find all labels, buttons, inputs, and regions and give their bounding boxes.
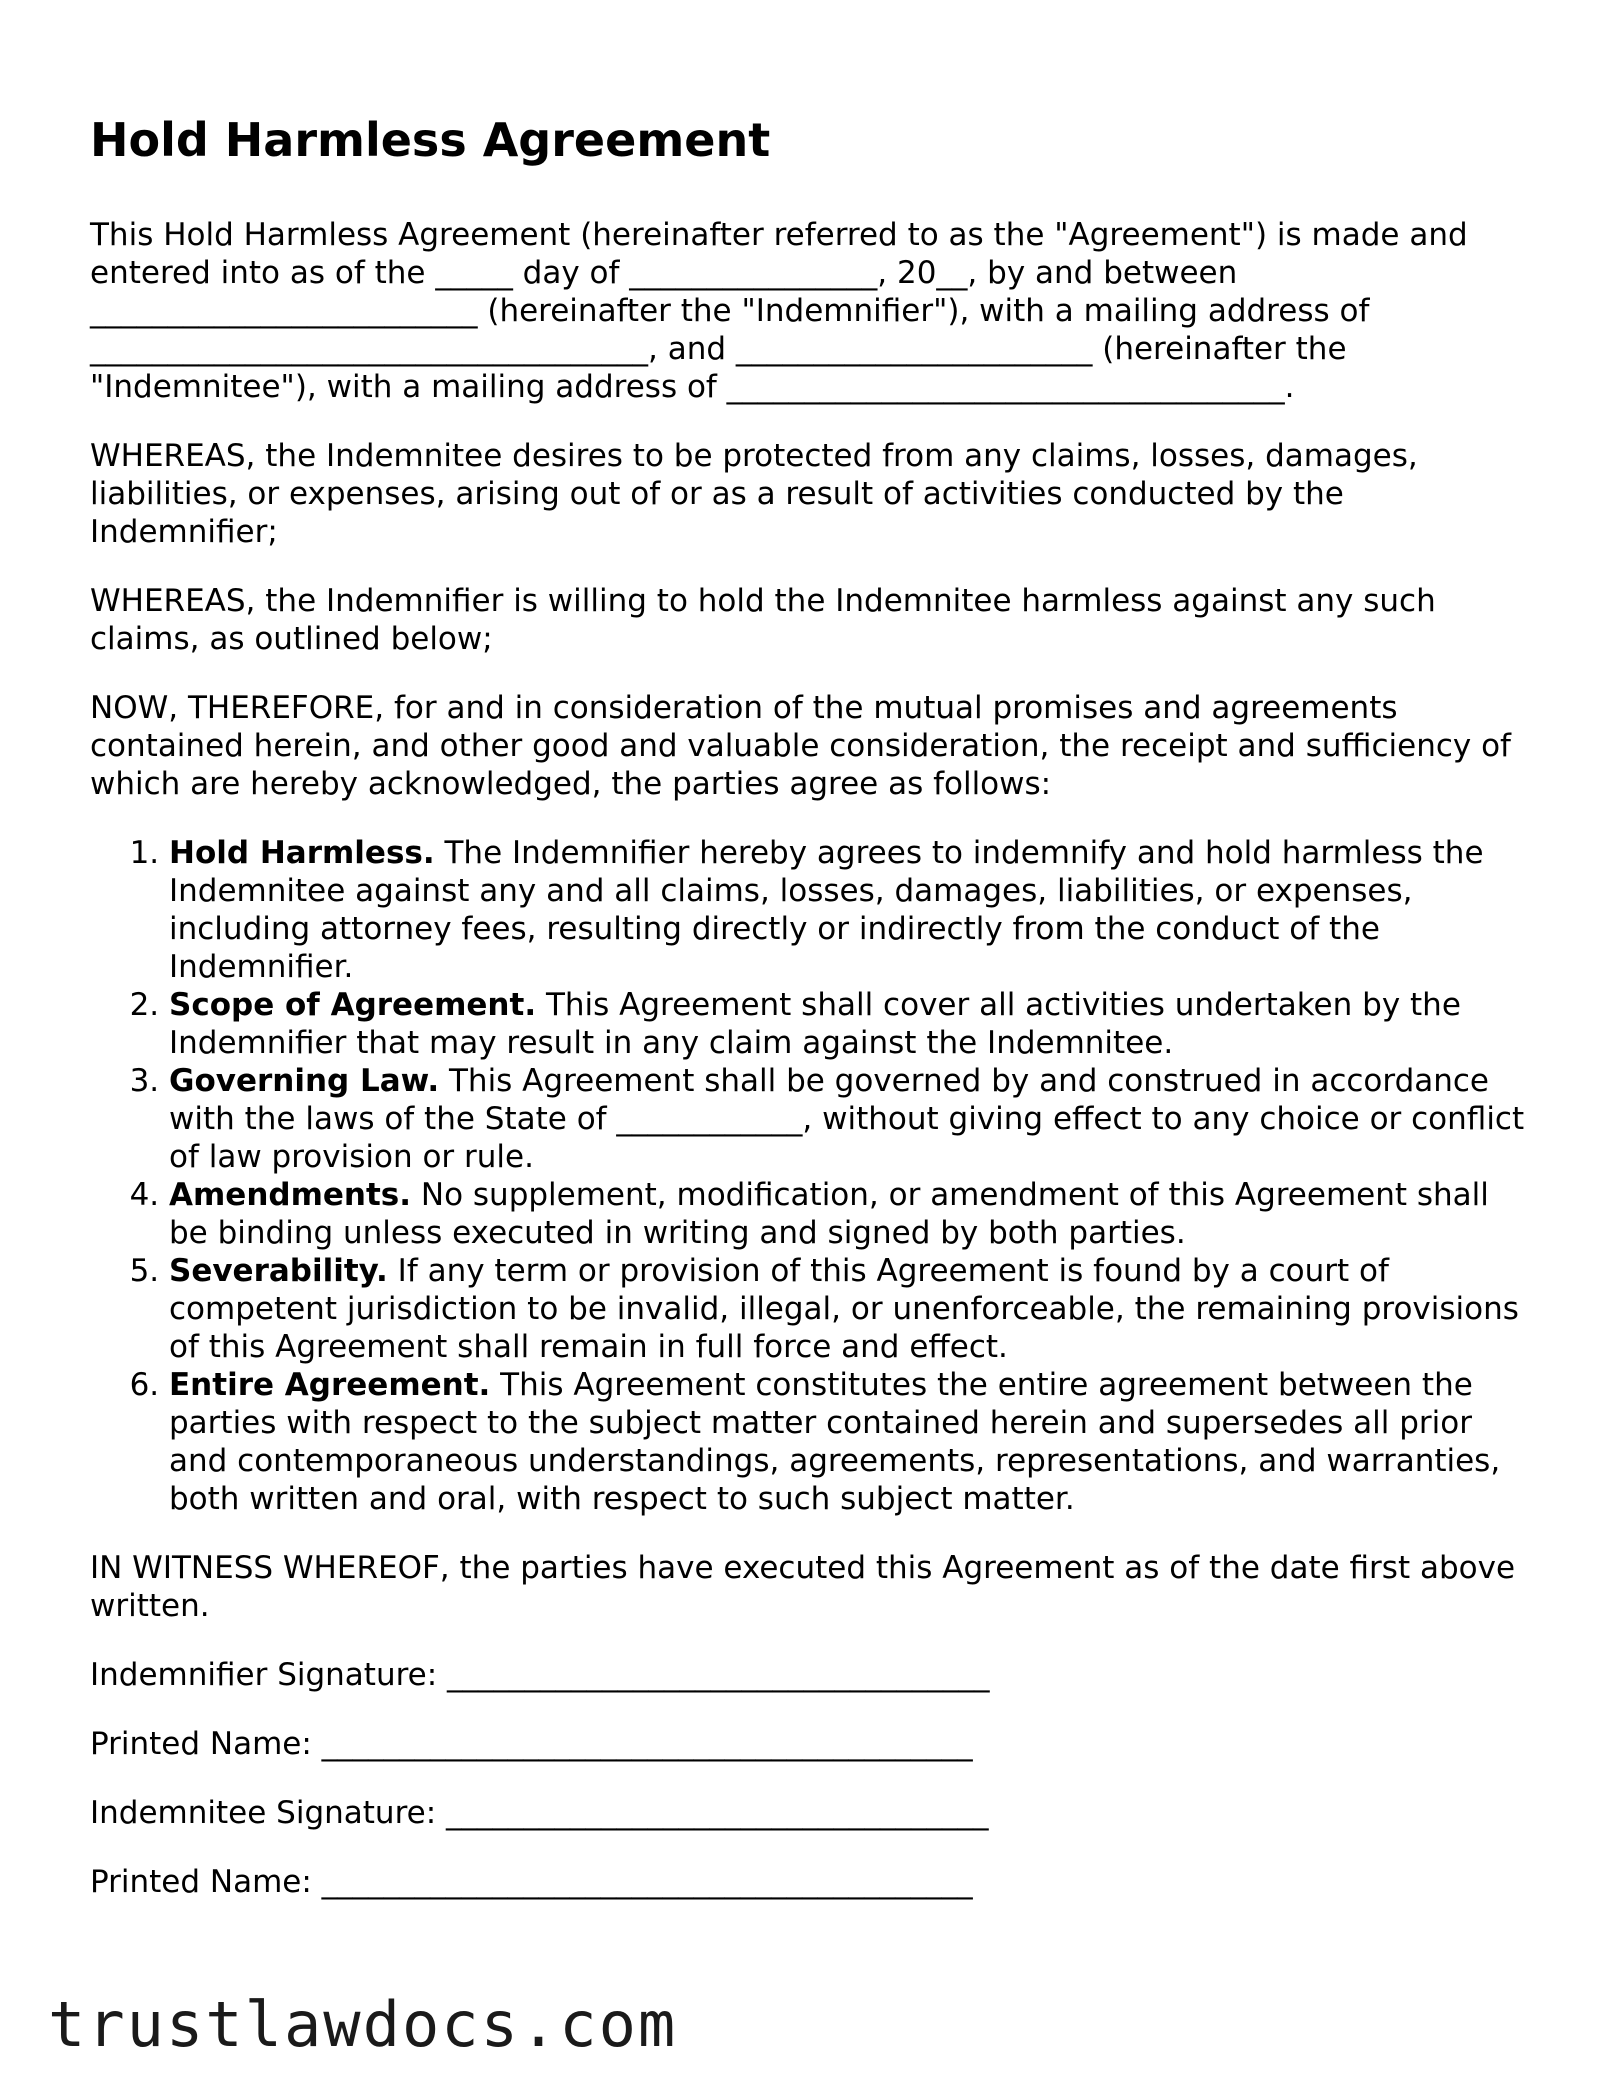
clause-text: No supplement, modification, or amendment of this Agreement shall be binding unless executed in writing and signed by both parties. [169,1177,1489,1251]
clause-heading: Hold Harmless. [169,835,435,871]
now-therefore-paragraph: NOW, THEREFORE, for and in consideration of the mutual promises and agreements contained herein, and other good and valuable consideration, the receipt and sufficiency of which are hereby acknowledged, the parties agree as follows: [90,690,1511,802]
indemnifier-signature-line: Indemnifier Signature: ___________________________________ [90,1657,990,1693]
indemnitee-printed-name-line: Printed Name: __________________________________________ [90,1864,973,1900]
watermark: trustlawdocs.com [48,1988,678,2061]
clause-item [169,834,1530,986]
clause-text: This Agreement constitutes the entire agreement between the parties with respect to the subject matter contained herein and supersedes all prior and contemporaneous understandings, agreements, representations, and warranties, both written and oral, with respect to such subject matter. [169,1367,1501,1517]
clause-heading: Amendments. [169,1177,412,1213]
clause-item [169,986,1530,1062]
clause-text: If any term or provision of this Agreement is found by a court of competent jurisdiction to be invalid, illegal, or unenforceable, the remaining provisions of this Agreement shall remain in full force and effect. [169,1253,1519,1365]
clause-item [169,1252,1530,1366]
clauses-list [90,834,1530,1518]
clause-text: The Indemnifier hereby agrees to indemnify and hold harmless the Indemnitee against any and all claims, losses, damages, liabilities, or expenses, including attorney fees, resulting directly or indirectly from the conduct of the Indemnifier. [169,835,1484,985]
clause-text: This Agreement shall be governed by and construed in accordance with the laws of the State of ____________, without giving effect to any choice or conflict of law provision or rule. [169,1063,1525,1175]
document-title: Hold Harmless Agreement [90,113,771,167]
clause-text: This Agreement shall cover all activities undertaken by the Indemnifier that may result in any claim against the Indemnitee. [169,987,1461,1061]
clause-heading: Entire Agreement. [169,1367,491,1403]
clause-item [169,1366,1530,1518]
clause-item [169,1176,1530,1252]
whereas-paragraph-2: WHEREAS, the Indemnifier is willing to hold the Indemnitee harmless against any such claims, as outlined below; [90,583,1436,657]
clause-heading: Severability. [169,1253,388,1289]
whereas-paragraph-1: WHEREAS, the Indemnitee desires to be protected from any claims, losses, damages, liabilities, or expenses, arising out of or as a result of activities conducted by the Indemnifier; [90,438,1418,550]
clause-heading: Governing Law. [169,1063,440,1099]
intro-paragraph: This Hold Harmless Agreement (hereinafter referred to as the "Agreement") is made and entered into as of the _____ day of ________________, 20__, by and between _________________________ (hereinafter the "Indemnifier"), with a mailing address of ____________________________________, and _______________________ (hereinafter the "Indemnitee"), with a mailing address of ____________________________________. [90,217,1468,405]
clause-heading: Scope of Agreement. [169,987,537,1023]
indemnitee-signature-line: Indemnitee Signature: ___________________________________ [90,1795,989,1831]
indemnifier-printed-name-line: Printed Name: __________________________________________ [90,1726,973,1762]
clause-item [169,1062,1530,1176]
document-page [90,110,1530,1932]
witness-paragraph: IN WITNESS WHEREOF, the parties have executed this Agreement as of the date first above written. [90,1550,1516,1624]
